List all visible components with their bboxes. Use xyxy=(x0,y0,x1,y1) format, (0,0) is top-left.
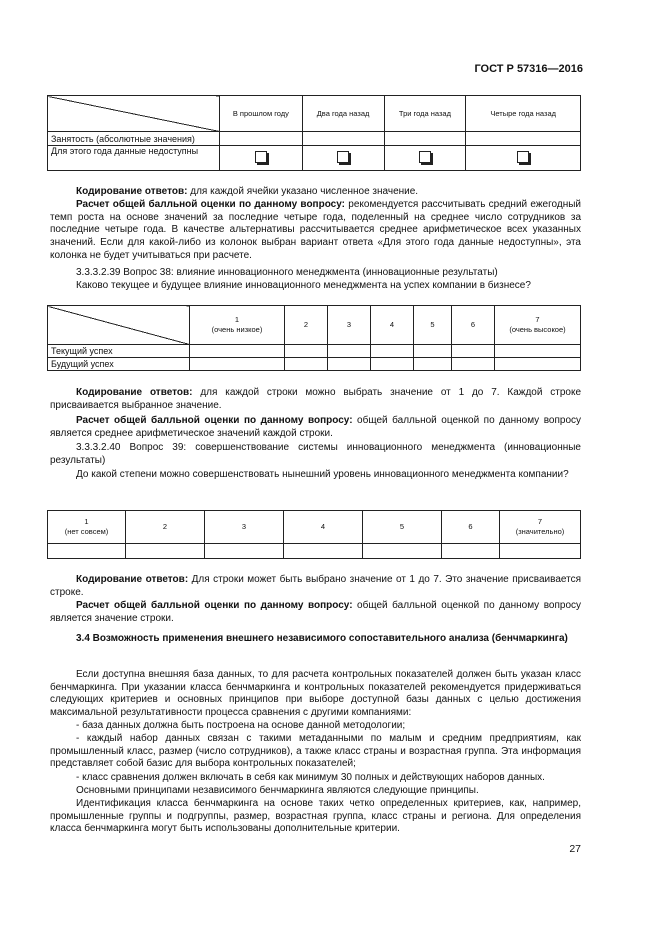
employment-table xyxy=(47,95,581,171)
improvement-table xyxy=(47,510,581,559)
checkbox[interactable] xyxy=(255,151,267,163)
paragraph: Кодирование ответов: для каждой ячейки указано численное значение. xyxy=(76,186,419,197)
document-header: ГОСТ Р 57316—2016 xyxy=(474,63,583,75)
column-header: Четыре года назад xyxy=(466,96,581,132)
column-header: 3 xyxy=(328,306,371,345)
row-label: Текущий успех xyxy=(48,345,190,358)
section-heading: 3.4 Возможность применения внешнего независимого сопоставительного анализа (бенчмаркинга) xyxy=(76,633,568,644)
column-header: Два года назад xyxy=(302,96,384,132)
column-header: 2 xyxy=(126,511,205,544)
list-item: - класс сравнения должен включать в себя как минимум 30 полных и действующих наборов данных. xyxy=(76,772,545,783)
paragraph: Расчет общей балльной оценки по данному вопросу: рекомендуется рассчитывать средний ежегодный темп роста на основе значений за последние четыре года, поделенный на среднее число сотрудников за последние четыре года. В качестве альтернативы рассчитывается среднее арифметическое всех указанных значений. Если для какой-либо из колонок выбран вариант ответа «Для этого года данные недоступны», эта колонка не будет учитываться при расчете. xyxy=(50,199,581,261)
column-header: 5 xyxy=(414,306,452,345)
checkbox[interactable] xyxy=(517,151,529,163)
column-header: 7 (значительно) xyxy=(500,511,581,544)
list-item: - база данных должна быть построена на основе данной методологии; xyxy=(76,720,406,731)
column-header: 6 xyxy=(442,511,500,544)
paragraph: 3.3.3.2.39 Вопрос 38: влияние инновационного менеджмента (инновационные результаты) xyxy=(76,267,498,278)
paragraph: До какой степени можно совершенствовать нынешний уровень инновационного менеджмента компании? xyxy=(76,469,569,480)
column-header: 1 (нет совсем) xyxy=(48,511,126,544)
value-cell[interactable] xyxy=(220,132,302,146)
paragraph: Если доступна внешняя база данных, то для расчета контрольных показателей должен быть указан класс бенчмаркинга. При указании класса бенчмаркинга и контрольных показателей рекомендуется придерживаться следующих критериев и основных принципов при выборе доступной базы данных с целью достижения максимальной результативности процесса сравнения с другими компаниями: xyxy=(50,669,581,719)
column-header: 1 (очень низкое) xyxy=(190,306,285,345)
paragraph: Идентификация класса бенчмаркинга на основе таких четко определенных критериев, как, например, промышленные группы и подгруппы, размер, возрастная группа, класс страны и региона. Для определения класса бенчмаркинга могут быть использованы дополнительные критерии. xyxy=(50,798,581,835)
paragraph: 3.3.3.2.40 Вопрос 39: совершенствование системы инновационного менеджмента (инновационные результаты) xyxy=(50,442,581,466)
column-header: 4 xyxy=(284,511,363,544)
impact-table xyxy=(47,305,581,371)
value-cell[interactable] xyxy=(384,132,466,146)
row-label: Занятость (абсолютные значения) xyxy=(48,132,220,146)
row-label: Для этого года данные недоступны xyxy=(48,146,220,171)
list-item: - каждый набор данных связан с такими метаданными по малым и средним предприятиям, как промышленный класс, размер (число сотрудников), а также класс страны и возрастная группа. Эта информация представляет собой базис для выбора контрольных показателей; xyxy=(50,733,581,770)
checkbox[interactable] xyxy=(419,151,431,163)
paragraph: Расчет общей балльной оценки по данному вопросу: общей балльной оценкой по данному вопросу является среднее арифметическое значений каждой строки. xyxy=(50,415,582,439)
paragraph: Основными принципами независимого бенчмаркинга являются следующие принципы. xyxy=(76,785,479,796)
diagonal-header-cell xyxy=(48,96,220,132)
value-cell[interactable] xyxy=(466,132,581,146)
paragraph: Кодирование ответов: Для строки может быть выбрано значение от 1 до 7. Это значение присваивается строке. xyxy=(50,574,581,598)
value-cell[interactable] xyxy=(302,132,384,146)
checkbox[interactable] xyxy=(337,151,349,163)
paragraph: Кодирование ответов: для каждой строки можно выбрать значение от 1 до 7. Каждой строке присваивается выбранное значение. xyxy=(50,387,582,411)
page-number: 27 xyxy=(569,843,581,855)
row-label: Будущий успех xyxy=(48,358,190,371)
column-header: 5 xyxy=(363,511,442,544)
column-header: Три года назад xyxy=(384,96,466,132)
column-header: В прошлом году xyxy=(220,96,302,132)
diagonal-header-cell xyxy=(48,306,190,345)
column-header: 7 (очень высокое) xyxy=(495,306,581,345)
paragraph: Каково текущее и будущее влияние инновационного менеджмента на успех компании в бизнесе? xyxy=(76,280,531,291)
column-header: 2 xyxy=(285,306,328,345)
paragraph: Расчет общей балльной оценки по данному вопросу: общей балльной оценкой по данному вопросу является значение строки. xyxy=(50,600,582,624)
column-header: 6 xyxy=(452,306,495,345)
column-header: 4 xyxy=(371,306,414,345)
column-header: 3 xyxy=(205,511,284,544)
